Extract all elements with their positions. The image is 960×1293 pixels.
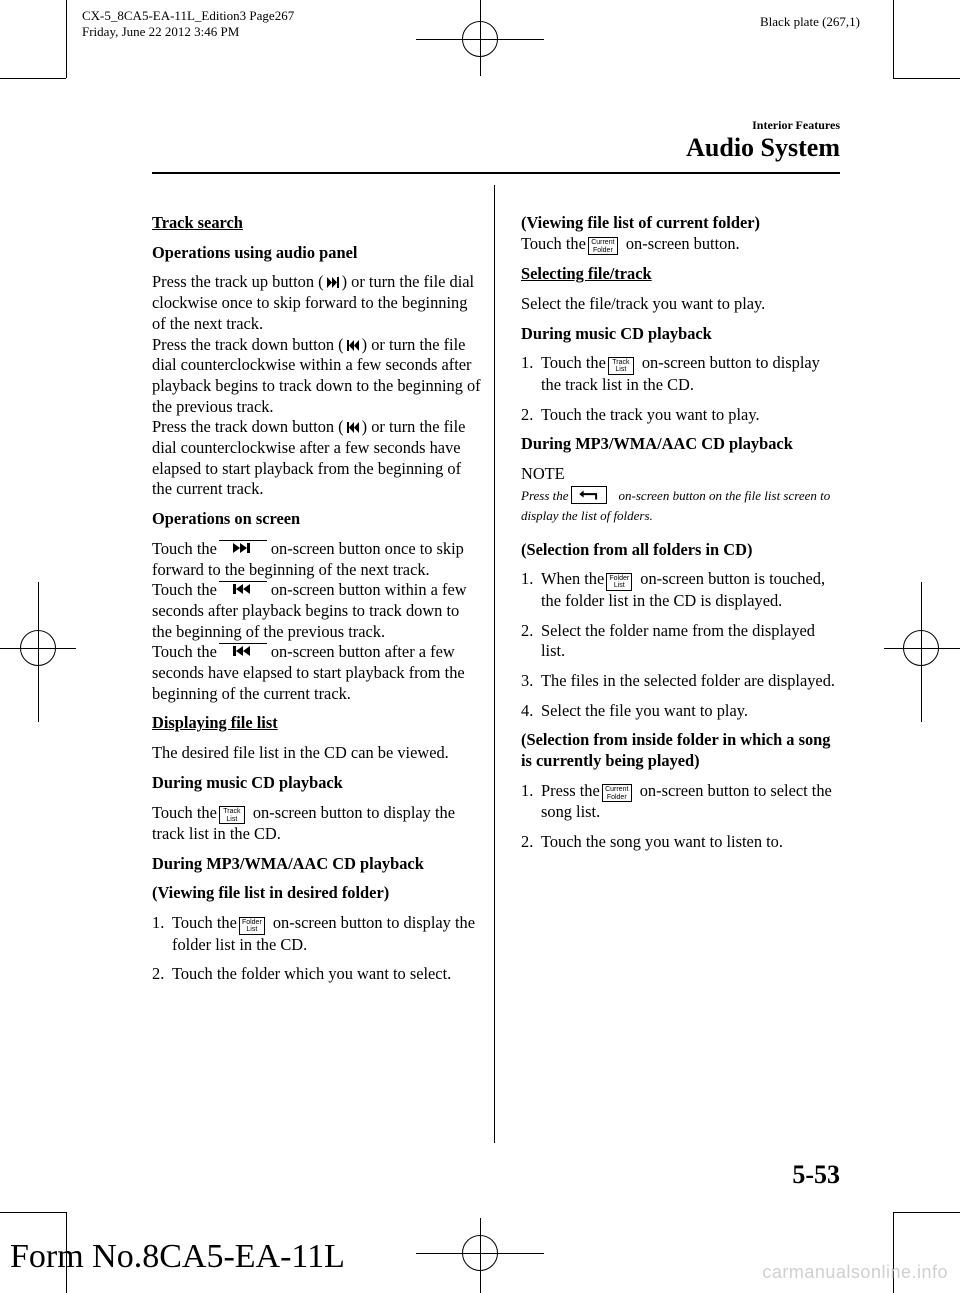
list-item [521,781,841,823]
heading-ops-panel: Operations using audio panel [152,242,358,262]
text: Touch the track you want to play. [541,404,760,424]
text: Touch the [152,802,217,822]
track-list-icon [219,806,245,824]
heading-ops-screen: Operations on screen [152,509,301,529]
list-number: 1. [152,913,165,933]
text: The files in the selected folder are displayed. [541,670,835,690]
heading-selection-all: (Selection from all folders in CD) [521,539,753,559]
icon-label: Folder [606,793,627,801]
heading-mp3-cd: During MP3/WMA/AAC CD playback [152,853,424,873]
panel-paragraph-2 [152,335,482,418]
text: Touch the [152,642,217,662]
list-item [521,671,841,692]
heading-displaying-file-list: Displaying file list [152,713,278,733]
viewing-current-text [521,234,841,256]
list-number: 4. [521,700,534,720]
text: Press the [521,487,569,503]
list-item [521,621,841,662]
displaying-text: The desired file list in the CD can be viewed. [152,743,449,763]
heading-viewing-current: (Viewing file list of current folder) [521,213,760,232]
text: Touch the [152,580,217,600]
list-item [521,832,841,853]
registration-mark [462,1235,498,1271]
screen-paragraph-3 [152,642,482,704]
crop-mark [893,78,960,79]
text: ) or turn the file dial counterclockwise after a few seconds have elapsed to start playback from the beginning of the current track. [152,417,466,499]
text: Press the [541,780,600,800]
icon-label: Current [591,239,615,247]
text: When the [541,569,605,589]
list-number: 2. [521,620,534,640]
icon-label: List [226,815,238,823]
heading-music-cd: During music CD playback [521,323,712,343]
current-folder-icon [602,784,632,802]
list-item [521,353,841,395]
list-number: 2. [521,404,534,424]
text: Touch the [172,913,237,933]
list-item [152,913,482,955]
list-item [521,569,841,611]
watermark: carmanualsonline.info [762,1262,948,1282]
crop-mark [893,0,894,78]
track-down-icon [347,340,359,351]
skip-back-icon [219,581,267,597]
panel-paragraph-1 [152,272,482,334]
list-number: 1. [521,780,534,800]
text: Select the folder name from the displayed list. [541,620,815,661]
icon-label: Track [223,808,241,816]
icon-label: Folder [592,246,613,254]
list-number: 2. [152,964,165,984]
crop-mark [66,0,67,78]
text: Touch the song you want to listen to. [541,831,783,851]
text: Touch the [541,353,606,373]
text: on-screen button once to skip forward to the beginning of the next track. [152,538,464,579]
track-list-icon [608,357,634,375]
list-item [521,701,841,722]
text: on-screen button on the file list screen to display the list of folders. [521,487,831,523]
crop-mark [893,1212,960,1213]
right-column [521,213,841,862]
header-rule [152,172,840,174]
icon-label: Folder [241,918,262,926]
heading-music-cd: During music CD playback [152,772,343,792]
track-up-icon [327,277,339,288]
icon-label: Folder [609,574,630,582]
text: ) or turn the file dial counterclockwise within a few seconds after playback begins to track down to the beginning of the previous track. [152,334,481,416]
text: on-screen button to display the folder list in the CD. [172,913,475,954]
form-number: Form No.8CA5-EA-11L [10,1238,345,1275]
print-info [82,8,294,40]
list-item [521,405,841,426]
text: Select the file you want to play. [541,700,748,720]
screen-paragraph-1 [152,539,482,580]
skip-forward-icon [219,540,267,556]
heading-viewing-desired: (Viewing file list in desired folder) [152,883,390,903]
registration-mark [20,630,56,666]
text: on-screen button after a few seconds have elapsed to start playback from the beginning of the current track. [152,642,465,703]
heading-track-search: Track search [152,213,243,232]
icon-label: List [246,926,258,934]
screen-paragraph-2 [152,580,482,642]
crop-mark [0,78,66,79]
icon-label: Track [612,358,630,366]
heading-selection-inside: (Selection from inside folder in which a song is currently being played) [521,730,831,771]
icon-label: Current [605,786,629,794]
folder-list-icon [239,917,265,935]
text: Press the track down button ( [152,417,344,437]
crop-mark [0,1212,66,1213]
registration-mark [462,21,498,57]
print-date-line: Friday, June 22 2012 3:46 PM [82,24,240,39]
column-divider [494,185,495,1143]
text: Touch the [152,538,217,558]
section-category: Interior Features [752,118,840,132]
track-down-icon [347,422,359,433]
selecting-text: Select the file/track you want to play. [521,293,766,313]
panel-paragraph-3 [152,417,482,500]
list-item [152,964,482,985]
skip-back-icon [219,643,267,659]
text: on-screen button. [625,233,740,253]
text: on-screen button to select the song list. [541,780,832,822]
text: on-screen button is touched, the folder list in the CD is displayed. [541,569,826,610]
text: Press the track down button ( [152,334,344,354]
registration-mark [903,630,939,666]
text: on-screen button within a few seconds after playback begins to track down to the beginning of the previous track. [152,580,467,641]
music-cd-text [152,803,482,845]
back-arrow-icon [571,486,607,504]
list-number: 2. [521,831,534,851]
page-number: 5-53 [792,1160,840,1189]
note-text [521,486,841,526]
text: ) or turn the file dial clockwise once to skip forward to the beginning of the next track. [152,272,475,333]
note-label: NOTE [521,463,565,483]
text: on-screen button to display the track list in the CD. [152,802,455,844]
list-number: 1. [521,569,534,589]
heading-mp3-cd: During MP3/WMA/AAC CD playback [521,434,793,454]
print-file-line: CX-5_8CA5-EA-11L_Edition3 Page267 [82,8,295,23]
current-folder-icon [588,237,618,255]
list-number: 3. [521,670,534,690]
list-number: 1. [521,353,534,373]
icon-label: List [615,366,627,374]
plate-label: Black plate (267,1) [760,14,860,29]
section-title: Audio System [686,133,840,162]
text: Touch the folder which you want to select. [172,964,452,984]
icon-label: List [613,582,625,590]
text: Press the track up button ( [152,272,324,292]
text: on-screen button to display the track list in the CD. [541,353,820,394]
left-column [152,213,482,994]
text: Touch the [521,233,586,253]
heading-selecting: Selecting file/track [521,264,652,284]
folder-list-icon [606,573,632,591]
